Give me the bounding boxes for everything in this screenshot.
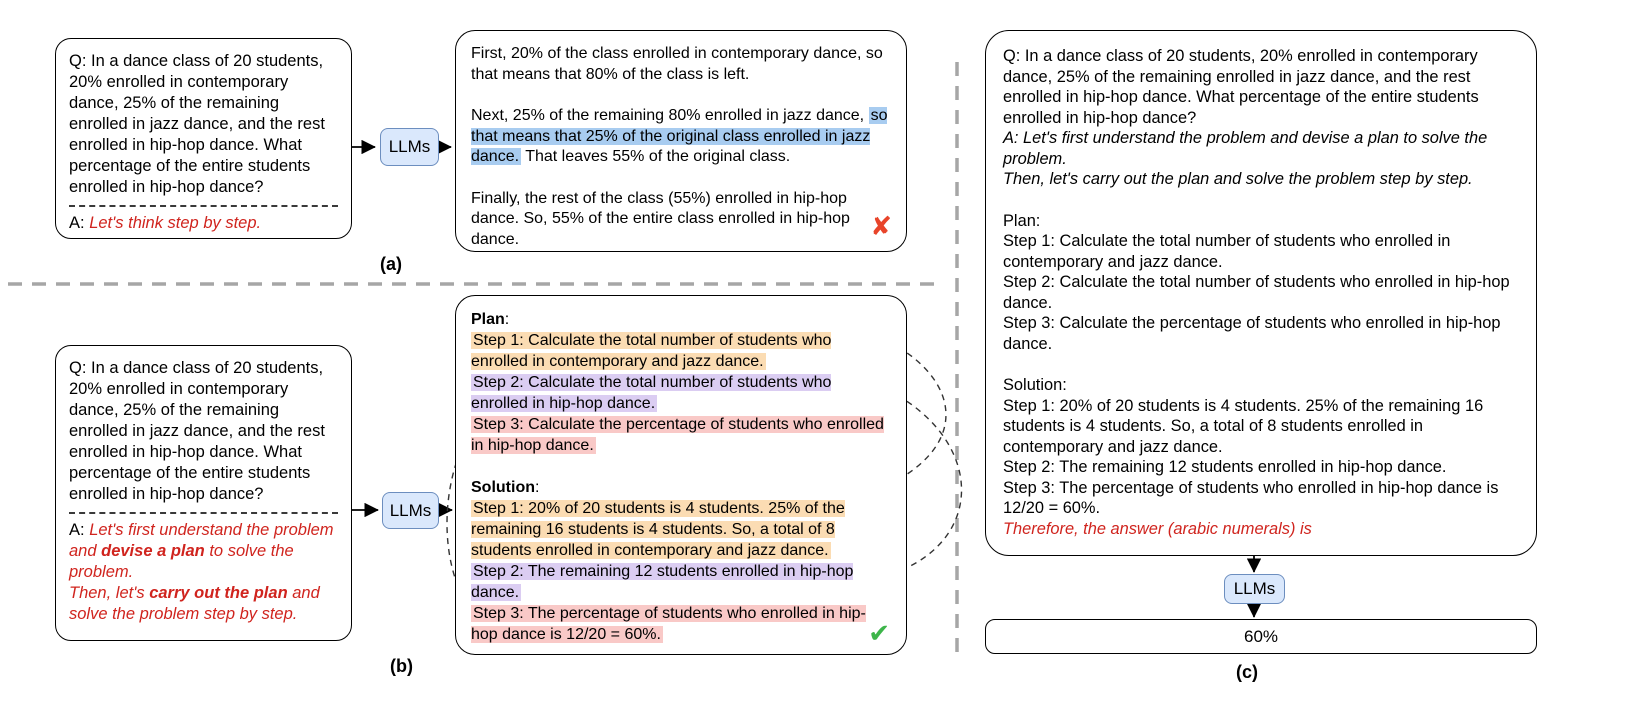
- panel-c-final-trigger: Therefore, the answer (arabic numerals) is: [1003, 519, 1312, 538]
- panel-b-plan-title-word: Plan: [471, 311, 505, 328]
- panel-c-answer-line2: Then, let's carry out the plan and solve the problem step by step.: [1003, 170, 1473, 188]
- panel-b-llm-box: [382, 492, 439, 529]
- panel-b-output-box: [455, 295, 907, 655]
- panel-a-output-p2-post: That leaves 55% of the original class.: [521, 148, 791, 165]
- panel-b-solution-title-word: Solution: [471, 479, 535, 496]
- panel-a-answer-trigger: Let's think step by step.: [89, 214, 262, 232]
- panel-b-plan-step2: Step 2: Calculate the total number of students who enrolled in hip-hop dance.: [471, 374, 832, 412]
- panel-b-answer2-part1: Then, let's: [69, 584, 150, 602]
- panel-a-answer-prefix: A:: [69, 214, 90, 232]
- panel-a-llm-box: [380, 128, 439, 166]
- panel-c-llm-box: [1224, 574, 1285, 604]
- panel-b-question-text: Q: In a dance class of 20 students, 20% enrolled in contemporary dance, 25% of the remaining enrolled in jazz dance, and the rest enrolled in hip-hop dance. What percentage of the entire students enrolled in hip-hop dance?: [69, 359, 325, 503]
- panel-c-solution-title: Solution:: [1003, 376, 1067, 394]
- panel-b-answer1-part1: Let's first understand the problem and: [69, 521, 334, 560]
- panel-b-plan-title: [471, 309, 891, 330]
- panel-c-plan-step2: Step 2: Calculate the total number of students who enrolled in hip-hop dance.: [1003, 273, 1510, 312]
- panel-c-llm-label: LLMs: [1233, 579, 1276, 598]
- panel-a-output-p1: First, 20% of the class enrolled in contemporary dance, so that means that 80% of the class is left.: [471, 45, 883, 83]
- panel-b-answer2-part2: and solve the problem step by step.: [69, 584, 320, 623]
- panel-a-llm-label: LLMs: [388, 137, 431, 156]
- panel-c-plan-step3: Step 3: Calculate the percentage of students who enrolled in hip-hop dance.: [1003, 314, 1501, 353]
- panel-a-output-p2: [471, 106, 891, 168]
- panel-c-prompt-box: [985, 30, 1537, 556]
- panel-b-answer1-part2: to solve the problem.: [69, 542, 294, 581]
- panel-c-solution-step2: Step 2: The remaining 12 students enrolled in hip-hop dance.: [1003, 458, 1447, 476]
- panel-b-solution-title: [471, 477, 891, 498]
- panel-c-answer-line1: A: Let's first understand the problem and devise a plan to solve the problem.: [1003, 129, 1488, 168]
- panel-a-question-box: [55, 38, 352, 239]
- panel-c-answer-value: 60%: [1243, 626, 1279, 646]
- panel-b-answer2-bold: carry out the plan: [149, 584, 288, 602]
- panel-c-question-text: Q: In a dance class of 20 students, 20% enrolled in contemporary dance, 25% of the remaining enrolled in jazz dance, and the rest enrolled in hip-hop dance. What percentage of the entire students enrolled in hip-hop dance?: [1003, 47, 1479, 127]
- panel-b-question-box: [55, 345, 352, 641]
- panel-a-label: (a): [380, 254, 402, 274]
- panel-a-output-p3: Finally, the rest of the class (55%) enrolled in hip-hop dance. So, 55% of the entire class enrolled in hip-hop dance.: [471, 189, 850, 248]
- panel-b-solution-step1: Step 1: 20% of 20 students is 4 students. 25% of the remaining 16 students is 4 students. So, a total of 8 students enrolled in contemporary and jazz dance.: [471, 500, 845, 559]
- panel-a-output-p2-highlight: so that means that 25% of the original class enrolled in jazz dance.: [471, 107, 888, 165]
- panel-c-gap1: [1003, 190, 1519, 211]
- panel-c-solution-step1: Step 1: 20% of 20 students is 4 students. 25% of the remaining 16 students is 4 students. So, a total of 8 students enrolled in contemporary and jazz dance.: [1003, 396, 1484, 456]
- panel-a-output-gap2: [471, 168, 891, 189]
- panel-b-question-separator: [69, 512, 338, 514]
- panel-a-answer-line: [69, 213, 338, 234]
- panel-c-solution-step3: Step 3: The percentage of students who enrolled in hip-hop dance is 12/20 = 60%.: [1003, 478, 1499, 517]
- panel-c-answer-box: [985, 619, 1537, 654]
- panel-c-gap2: [1003, 354, 1519, 375]
- panel-b-llm-label: LLMs: [389, 500, 432, 520]
- panel-a-question-text: Q: In a dance class of 20 students, 20% enrolled in contemporary dance, 25% of the remaining enrolled in jazz dance, and the rest enrolled in hip-hop dance. What percentage of the entire students enrolled in hip-hop dance?: [69, 52, 325, 196]
- panel-c-plan-step1: Step 1: Calculate the total number of students who enrolled in contemporary and jazz dance.: [1003, 232, 1451, 271]
- panel-b-plan-colon: :: [504, 311, 510, 328]
- panel-a-output-box: [455, 30, 907, 252]
- panel-c-label: (c): [1236, 662, 1258, 682]
- panel-a-question-separator: [69, 205, 338, 207]
- panel-b-solution-step3: Step 3: The percentage of students who enrolled in hip-hop dance is 12/20 = 60%.: [471, 605, 866, 643]
- panel-b-plan-step3: Step 3: Calculate the percentage of students who enrolled in hip-hop dance.: [471, 416, 884, 454]
- correct-answer-icon: ✔: [868, 618, 890, 648]
- panel-b-answer-line1: [69, 520, 338, 583]
- panel-c-plan-title: Plan:: [1003, 211, 1041, 230]
- panel-b-label: (b): [390, 656, 413, 676]
- panel-b-plan-step1: Step 1: Calculate the total number of students who enrolled in contemporary and jazz dance.: [471, 332, 832, 370]
- panel-b-answer-line2: [69, 583, 338, 625]
- wrong-answer-icon: ✘: [870, 211, 892, 241]
- panel-a-output-p2-pre: Next, 25% of the remaining 80% enrolled in jazz dance,: [471, 107, 869, 124]
- panel-b-answer-prefix: A:: [69, 521, 90, 539]
- panel-b-answer1-bold: devise a plan: [101, 542, 205, 560]
- panel-b-output-gap: [471, 456, 891, 477]
- panel-b-solution-step2: Step 2: The remaining 12 students enrolled in hip-hop dance.: [471, 563, 854, 601]
- panel-b-solution-colon: :: [534, 479, 540, 496]
- panel-a-output-gap1: [471, 85, 891, 106]
